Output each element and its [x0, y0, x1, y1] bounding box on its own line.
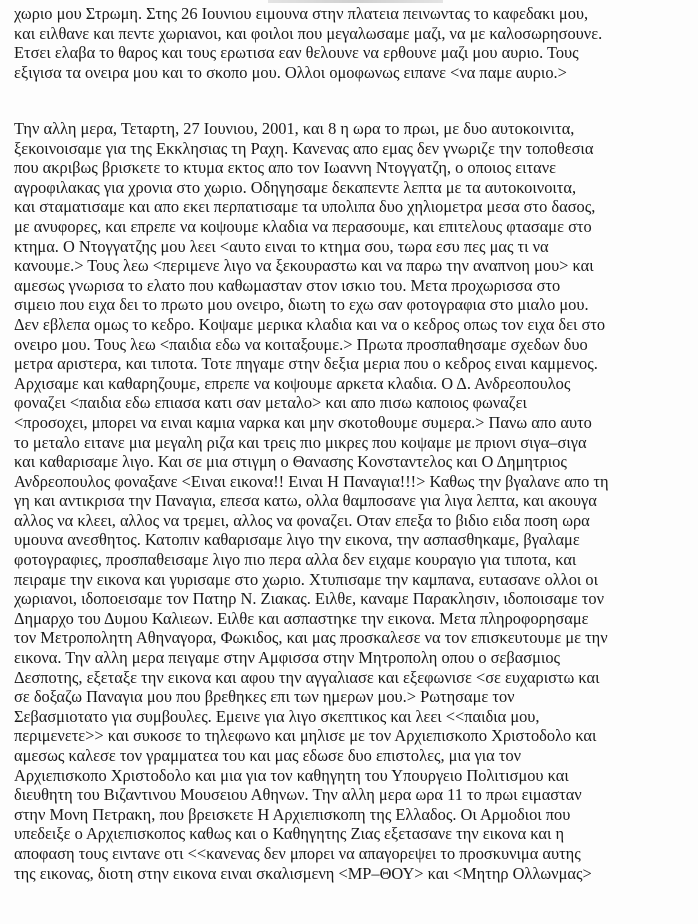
text-line: και σταματισαμε και απο εκει περπατισαμε τα υπολιπα δυο χηλιομετρα μεσα στο δασος,: [14, 197, 596, 217]
text-line: αλλος να κλεει, αλλος να τρεμει, αλλος να φοναζει. Οταν επεξα το βιδιο ειδα ποση ωρα: [14, 510, 590, 530]
paragraph-2: [14, 119, 686, 883]
text-line: υπεδειξε ο Αρχιεπισκοπος καθως και ο Καθηγητης Ζιας εξετασανε την εικονα και η: [14, 824, 565, 844]
text-line: εικονα. Την αλλη μερα πειγαμε στην Αμφισσα στην Μητροπολη οπου ο σεβασμιος: [14, 648, 561, 668]
text-line: που ακριβως βρισκετε το κτυμα εκτος απο τον Ιωαννη Ντογγατζη, ο οποιος ειτανε: [14, 158, 557, 178]
text-line: στην Μονη Πετρακη, που βρεισκετε Η Αρχιεπισκοπη της Ελλαδος. Οι Αρμοδιοι που: [14, 804, 571, 824]
text-line: χωριο μου Στρωμη. Στης 26 Ιουνιου ειμουνα στην πλατεια πεινωντας το καφεδακι μου,: [14, 4, 589, 23]
text-line: φοτογραφιες, προσπαθεισαμε λιγο πιο περα αλλα δεν ειχαμε κουραγιο για τιποτα, και: [14, 550, 577, 570]
text-line: τον Μετροπολητη Αθηναγορα, Φωκιδος, και μας προσκαλεσε να τον επισκευτουμε με την: [14, 628, 608, 648]
text-line: αμεσως καλεσε τον γραμματεα του και μας εδωσε δυο επιστολες, μια για τον: [14, 746, 522, 765]
text-line: φοναζει <παιδια εδω επιασα κατι σαν μεταλο> και απο πισω καποιος φωναζει: [14, 393, 527, 413]
text-line: περιμενετε>> και συκοσε το τηλεφωνο και μηλισε με τον Αρχιεπισκοπο Χριστοδολο και: [14, 726, 597, 746]
text-line: και ειλθανε και πεντε χωριανοι, και φοιλοι που μεγαλωσαμε μαζι, να με καλοσωρησουνε.: [14, 23, 603, 43]
text-line: Την αλλη μερα, Τεταρτη, 27 Ιουνιου, 2001, και 8 η ωρα το πρωι, με δυο αυτοκοινιτα,: [14, 119, 575, 138]
text-line: αγροφιλακας για χρονια στο χωριο. Οδηγησαμε δεκαπεντε λεπτα με τα αυτοκοινοιτα,: [14, 177, 577, 197]
text-line: με ανυφορες, και επρεπε να κοψουμε κλαδια να περασουμε, και επιτελους φτασαμε στο: [14, 216, 592, 236]
text-line: Σεβασμιοτατο για συμβουλες. Εμεινε για λιγο σκεπτικος και λεει <<παιδια μου,: [14, 706, 540, 726]
text-line: <προσοχει, μπορει να ειναι καμια ναρκα και μην σκοτοθουμε συμερα.> Πανω απο αυτο: [14, 412, 592, 432]
text-line: Αρχιεπισκοπο Χριστοδολο και μια για τον καθηγητη του Υπουργειο Πολιτισμου και: [14, 765, 569, 785]
text-line: Δημαρχο του Δυμου Καλιεων. Ειλθε και ασπαστηκε την εικονα. Μετα πληροφορησαμε: [14, 608, 589, 628]
text-line: της εικονας, διοτη στην εικονα ειναι σκαλισμενη <ΜΡ–ΘΟΥ> και <Μητηρ Ολλωνμας>: [14, 863, 592, 883]
scan-artifact: [268, 0, 443, 3]
text-line: και καθαρισαμε λιγο. Και σε μια στιγμη ο Θανασης Κονσταντελος και Ο Δημητριος: [14, 452, 567, 472]
text-line: εξιγισα τα ονειρα μου και το σκοπο μου. Ολλοι ομοφωνως ειπανε <να παμε αυριο.>: [14, 62, 567, 82]
text-line: σε δοξαζω Παναγια μου που βρεθηκες επι των ημερων μου.> Ρωτησαμε τον: [14, 687, 515, 707]
text-line: Ετσει ελαβα το θαρος και τους ερωτισα εαν θελουνε να ερθουνε μαζι μου αυριο. Τους: [14, 43, 579, 63]
text-line: ξεκοινοισαμε για της Εκκλησιας τη Ραχη. Κανενας απο εμας δεν γνωριζε την τοποθεσια: [14, 138, 594, 158]
text-line: υμουνα ανεσθητος. Κατοπιν καθαρισαμε λιγο την εικονα, την ασπασθηκαμε, βγαλαμε: [14, 530, 580, 550]
paragraph-1: [14, 4, 686, 82]
text-line: σιμειο που ειχα δει το πρωτο μου ονειρο, διωτη το εχω σαν φοτογραφια στο μιαλο μου.: [14, 295, 589, 315]
text-line: πειραμε την εικονα και γυρισαμε στο χωριο. Χτυπισαμε την καμπανα, ευτασανε ολλοι οι: [14, 569, 599, 589]
text-line: ονειρο μου. Τους λεω <παιδια εδω να κοιταξουμε.> Πρωτα προσπαθησαμε σχεδων δυο: [14, 334, 588, 354]
text-line: το μεταλο ειτανε μια μεγαλη ριζα και τρεις πιο μικρες που κοψαμε με πριονι σιγα–σιγα: [14, 432, 587, 452]
text-line: μετρα αριστερα, και τιποτα. Τοτε πηγαμε στην δεξια μερια που ο κεδρος ειναι καμμενος.: [14, 354, 598, 374]
text-line: διευθητη του Βιζαντινου Μουσειου Αθηνων. Την αλλη μερα ωρα 11 το πρωι ειμασταν: [14, 785, 582, 805]
text-line: αποφαση τους ειντανε οτι <<κανενας δεν μπορει να απαγορεψει το προσκυνιμα αυτης: [14, 843, 581, 863]
text-line: αμεσως γνωρισα το ελατο που καθωμασταν στον ισκιο του. Μετα προχωρισσα στο: [14, 275, 561, 295]
text-line: κτημα. Ο Ντογγατζης μου λεει <αυτο ειναι το κτημα σου, τωρα εσυ πες μας τι να: [14, 236, 549, 256]
text-line: Δεν εβλεπα ομως το κεδρο. Κοψαμε μερικα κλαδια και να ο κεδρος οπως τον ειχα δει στο: [14, 314, 606, 334]
text-line: Δεσποτης, εξεταξε την εικονα και αφου την αγγαλιασε και εξεφωνισε <σε ευχαριστω και: [14, 667, 600, 687]
text-line: Αρχισαμε και καθαρηζουμε, επρεπε να κοψουμε αρκετα κλαδια. Ο Δ. Ανδρεοπουλος: [14, 373, 571, 393]
text-line: χωριανοι, ιδοποεισαμε τον Πατηρ Ν. Ζιακας. Ειλθε, καναμε Παρακλησιν, ιδοποισαμε τον: [14, 589, 604, 609]
text-line: γη και αντικρισα την Παναγια, επεσα κατω, ολλα θαμποσανε για λιγα λεπτα, και ακουγα: [14, 491, 597, 511]
text-line: Ανδρεοπουλος φοναξανε <Ειναι εικονα!! Ειναι Η Παναγια!!!> Καθως την βγαλανε απο τη: [14, 471, 609, 491]
text-line: κανουμε.> Τους λεω <περιμενε λιγο να ξεκουραστω και να παρω την αναπνοη μου> και: [14, 256, 594, 276]
